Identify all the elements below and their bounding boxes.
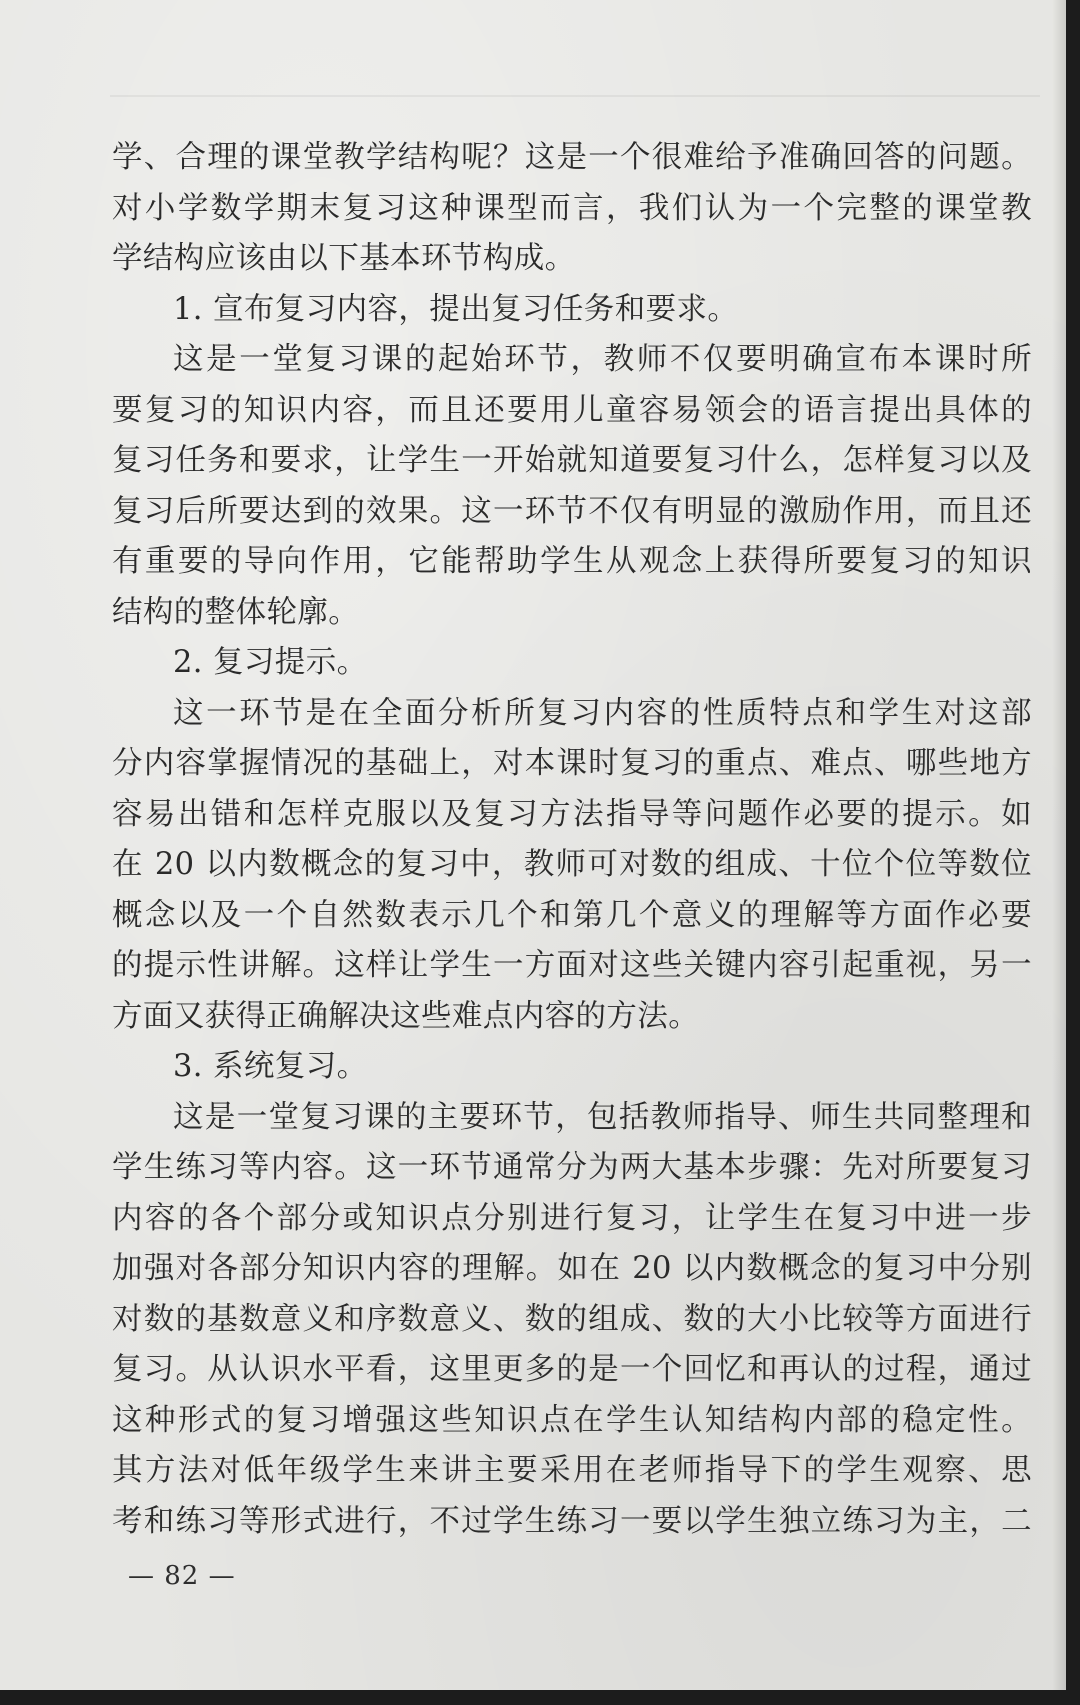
- text-line: 复习。从认识水平看，这里更多的是一个回忆和再认的过程，通过: [112, 1352, 1032, 1387]
- text-line: 这是一堂复习课的起始环节，教师不仅要明确宣布本课时所: [173, 342, 1032, 377]
- text-line: 概念以及一个自然数表示几个和第几个意义的理解等方面作必要: [112, 897, 1032, 933]
- text-line: 方面又获得正确解决这些难点内容的方法。: [112, 998, 700, 1034]
- text-line: 学、合理的课堂教学结构呢？这是一个很难给予准确回答的问题。: [112, 140, 1032, 175]
- body-text: [112, 133, 1032, 1547]
- bleed-through-shadow: [110, 95, 1040, 117]
- page-edge-shadow: [1052, 0, 1066, 1690]
- text-line: 分内容掌握情况的基础上，对本课时复习的重点、难点、哪些地方: [112, 746, 1032, 781]
- section-heading-2: 2. 复习提示。: [173, 645, 368, 680]
- text-line: 其方法对低年级学生来讲主要采用在老师指导下的学生观察、思: [112, 1453, 1032, 1488]
- section-heading-3: 3. 系统复习。: [173, 1049, 368, 1084]
- text-line: 有重要的导向作用，它能帮助学生从观念上获得所要复习的知识: [112, 544, 1032, 579]
- text-line: 复习任务和要求，让学生一开始就知道要复习什么，怎样复习以及: [112, 443, 1032, 478]
- text-line: 结构的整体轮廓。: [112, 594, 360, 630]
- text-line: 的提示性讲解。这样让学生一方面对这些关键内容引起重视，另一: [112, 948, 1032, 983]
- text-line: 要复习的知识内容，而且还要用儿童容易领会的语言提出具体的: [112, 392, 1032, 428]
- text-line: 复习后所要达到的效果。这一环节不仅有明显的激励作用，而且还: [112, 493, 1032, 529]
- page-number: — 82 —: [128, 1561, 236, 1591]
- text-line: 这是一堂复习课的主要环节，包括教师指导、师生共同整理和: [173, 1099, 1032, 1135]
- text-line: 考和练习等形式进行，不过学生练习一要以学生独立练习为主，二: [112, 1503, 1032, 1539]
- text-line: 这一环节是在全面分析所复习内容的性质特点和学生对这部: [173, 695, 1032, 731]
- text-line: 对数的基数意义和序数意义、数的组成、数的大小比较等方面进行: [112, 1301, 1032, 1337]
- text-line: 学结构应该由以下基本环节构成。: [112, 241, 576, 276]
- text-line: 容易出错和怎样克服以及复习方法指导等问题作必要的提示。如: [112, 796, 1032, 832]
- text-line: 在 20 以内数概念的复习中，教师可对数的组成、十位个位等数位: [112, 847, 1032, 882]
- text-line: 内容的各个部分或知识点分别进行复习，让学生在复习中进一步: [112, 1200, 1032, 1236]
- text-line: 对小学数学期末复习这种课型而言，我们认为一个完整的课堂教: [112, 190, 1032, 226]
- text-line: 学生练习等内容。这一环节通常分为两大基本步骤：先对所要复习: [112, 1150, 1032, 1185]
- text-line: 这种形式的复习增强这些知识点在学生认知结构内部的稳定性。: [112, 1402, 1032, 1438]
- section-heading-1: 1. 宣布复习内容，提出复习任务和要求。: [173, 291, 739, 327]
- text-line: 加强对各部分知识内容的理解。如在 20 以内数概念的复习中分别: [112, 1251, 1032, 1286]
